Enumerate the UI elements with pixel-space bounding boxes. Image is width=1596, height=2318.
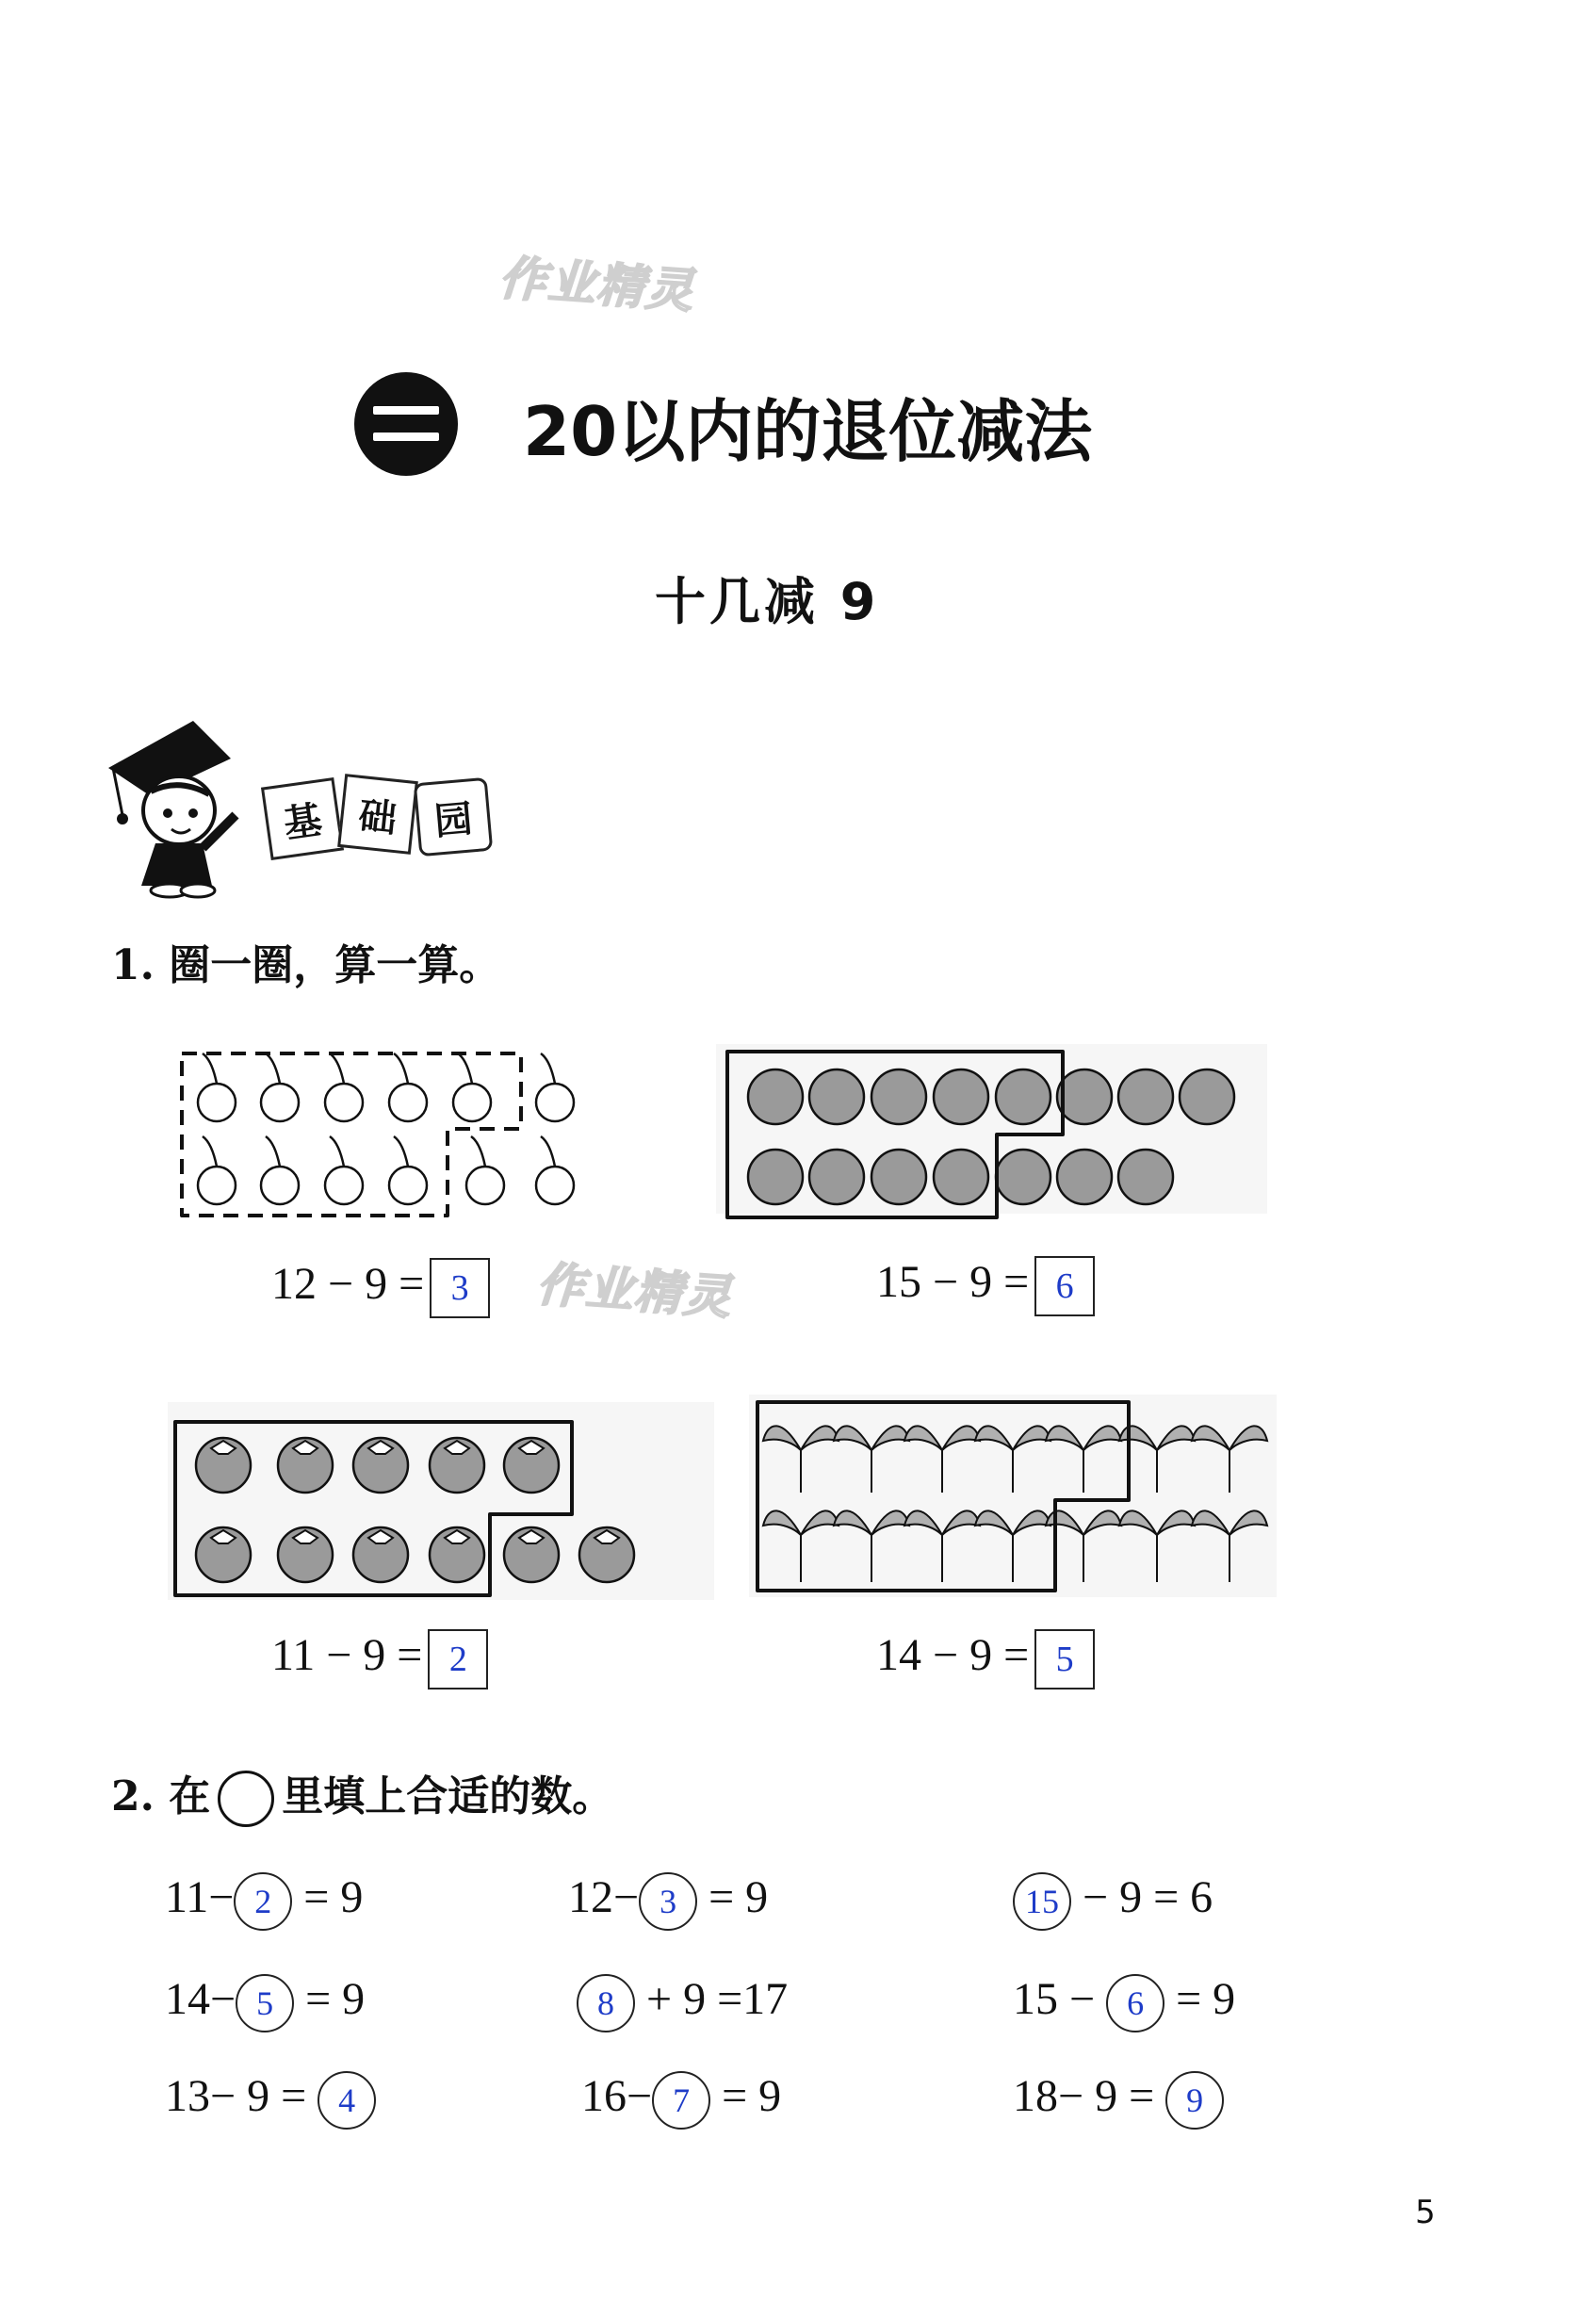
q2-equation-1-3 — [1013, 1871, 1213, 1931]
badge-tile-ji: 基 — [261, 777, 344, 860]
ginkgo-leaf-icon — [1119, 1510, 1195, 1582]
watermark: 作业精灵 — [497, 250, 697, 319]
apple-icon — [996, 1150, 1050, 1204]
q1-equation-4 — [876, 1629, 1095, 1690]
page-number: 5 — [1415, 2194, 1436, 2231]
equation-text: = 9 — [303, 1872, 364, 1922]
q2-equation-2-3 — [1013, 1973, 1235, 2032]
equation-text: 15 − 9 = — [876, 1257, 1030, 1308]
equation-text: = 9 — [305, 1974, 366, 2024]
cherry-icon — [198, 1053, 236, 1121]
cherry-icon — [466, 1136, 504, 1204]
q1-equation-3 — [271, 1629, 488, 1690]
answer-circle[interactable]: 2 — [234, 1872, 292, 1931]
cherry-icon — [536, 1053, 574, 1121]
chapter-number-badge — [354, 372, 458, 476]
cherry-icon — [389, 1136, 427, 1204]
ginkgo-grouping-figure — [754, 1398, 1277, 1596]
apple-icon — [1057, 1150, 1112, 1204]
apples-grouping-figure — [724, 1048, 1270, 1217]
equation-text: 14− — [165, 1974, 236, 2024]
answer-circle[interactable]: 9 — [1165, 2071, 1224, 2130]
apple-icon — [1180, 1069, 1234, 1124]
answer-circle[interactable]: 4 — [318, 2071, 376, 2130]
answer-circle[interactable]: 15 — [1013, 1872, 1071, 1931]
ginkgo-leaf-icon — [1192, 1510, 1267, 1582]
ginkgo-leaf-icon — [904, 1426, 980, 1493]
chapter-title: 20以内的退位减法 — [523, 392, 1093, 471]
question-number: 1. — [111, 941, 155, 989]
apple-icon — [748, 1069, 803, 1124]
cherry-icon — [198, 1136, 236, 1204]
blank-circle-icon — [218, 1771, 274, 1827]
cherries-grouping-figure — [174, 1046, 589, 1225]
question-text-pre: 在 — [169, 1772, 211, 1820]
equation-text: = 9 — [722, 2071, 782, 2121]
cherry-icon — [261, 1136, 299, 1204]
answer-box[interactable]: 2 — [428, 1629, 488, 1690]
ginkgo-leaf-icon — [763, 1426, 839, 1493]
cherry-icon — [325, 1136, 363, 1204]
equation-text: 14 − 9 = — [876, 1630, 1030, 1681]
apple-icon — [748, 1150, 803, 1204]
cherry-icon — [261, 1053, 299, 1121]
apple-icon — [871, 1150, 926, 1204]
equation-text: 15 − — [1013, 1974, 1096, 2024]
question-2-title — [111, 1762, 613, 1827]
apple-icon — [809, 1069, 864, 1124]
ginkgo-leaf-icon — [834, 1426, 909, 1493]
cherry-icon — [453, 1053, 491, 1121]
q2-equation-1-1 — [165, 1871, 363, 1931]
answer-circle[interactable]: 5 — [236, 1974, 294, 2032]
answer-box[interactable]: 5 — [1034, 1629, 1095, 1690]
graduate-mascot-icon — [104, 702, 264, 900]
badge-tile-yuan: 园 — [414, 777, 494, 857]
answer-box[interactable]: 3 — [430, 1258, 490, 1318]
apple-icon — [1118, 1069, 1173, 1124]
apple-icon — [934, 1150, 988, 1204]
equation-text: 12 − 9 = — [271, 1259, 425, 1310]
ginkgo-leaf-icon — [834, 1510, 909, 1582]
answer-box[interactable]: 6 — [1034, 1256, 1095, 1316]
apple-icon — [809, 1150, 864, 1204]
equation-text: 11− — [165, 1872, 235, 1922]
ginkgo-leaf-icon — [975, 1426, 1050, 1493]
cherry-icon — [389, 1053, 427, 1121]
ginkgo-leaf-icon — [763, 1510, 839, 1582]
ginkgo-leaf-icon — [975, 1510, 1050, 1582]
equation-text: 13− 9 = — [165, 2071, 307, 2121]
q1-equation-2 — [876, 1256, 1095, 1316]
answer-circle[interactable]: 3 — [639, 1872, 697, 1931]
equation-text: = 9 — [708, 1872, 769, 1922]
question-text: 圈一圈，算一算。 — [169, 941, 501, 989]
equation-text: + 9 =17 — [646, 1974, 789, 2024]
question-text-post: 里填上合适的数。 — [282, 1772, 614, 1820]
q2-equation-3-2 — [581, 2070, 781, 2130]
equation-text: 16− — [581, 2071, 653, 2121]
q2-equation-2-1 — [165, 1973, 365, 2032]
equation-text: − 9 = 6 — [1083, 1872, 1213, 1922]
apple-icon — [1118, 1150, 1173, 1204]
badge-tile-chu: 础 — [337, 774, 418, 855]
q2-equation-1-2 — [568, 1871, 768, 1931]
cherry-icon — [325, 1053, 363, 1121]
cherry-icon — [536, 1136, 574, 1204]
ginkgo-leaf-icon — [1046, 1426, 1121, 1493]
q2-equation-2-2 — [577, 1973, 788, 2032]
question-1-title — [111, 931, 500, 991]
ginkgo-leaf-icon — [904, 1510, 980, 1582]
equation-text: 12− — [568, 1872, 640, 1922]
section-title: 十几减 9 — [655, 572, 880, 631]
equation-text: 18− 9 = — [1013, 2071, 1155, 2121]
apple-icon — [934, 1069, 988, 1124]
ginkgo-leaf-icon — [1192, 1426, 1267, 1493]
apple-icon — [996, 1069, 1050, 1124]
equation-text: 11 − 9 = — [271, 1630, 423, 1681]
apple-icon — [871, 1069, 926, 1124]
watermark: 作业精灵 — [534, 1256, 735, 1326]
equation-text: = 9 — [1176, 1974, 1236, 2024]
persimmons-grouping-figure — [171, 1418, 661, 1597]
question-number: 2. — [111, 1772, 155, 1820]
q2-equation-3-3 — [1013, 2070, 1224, 2130]
answer-circle[interactable]: 8 — [577, 1974, 635, 2032]
apple-icon — [1057, 1069, 1112, 1124]
q1-equation-1 — [271, 1258, 490, 1318]
q2-equation-3-1 — [165, 2070, 376, 2130]
answer-circle[interactable]: 7 — [652, 2071, 710, 2130]
answer-circle[interactable]: 6 — [1106, 1974, 1164, 2032]
